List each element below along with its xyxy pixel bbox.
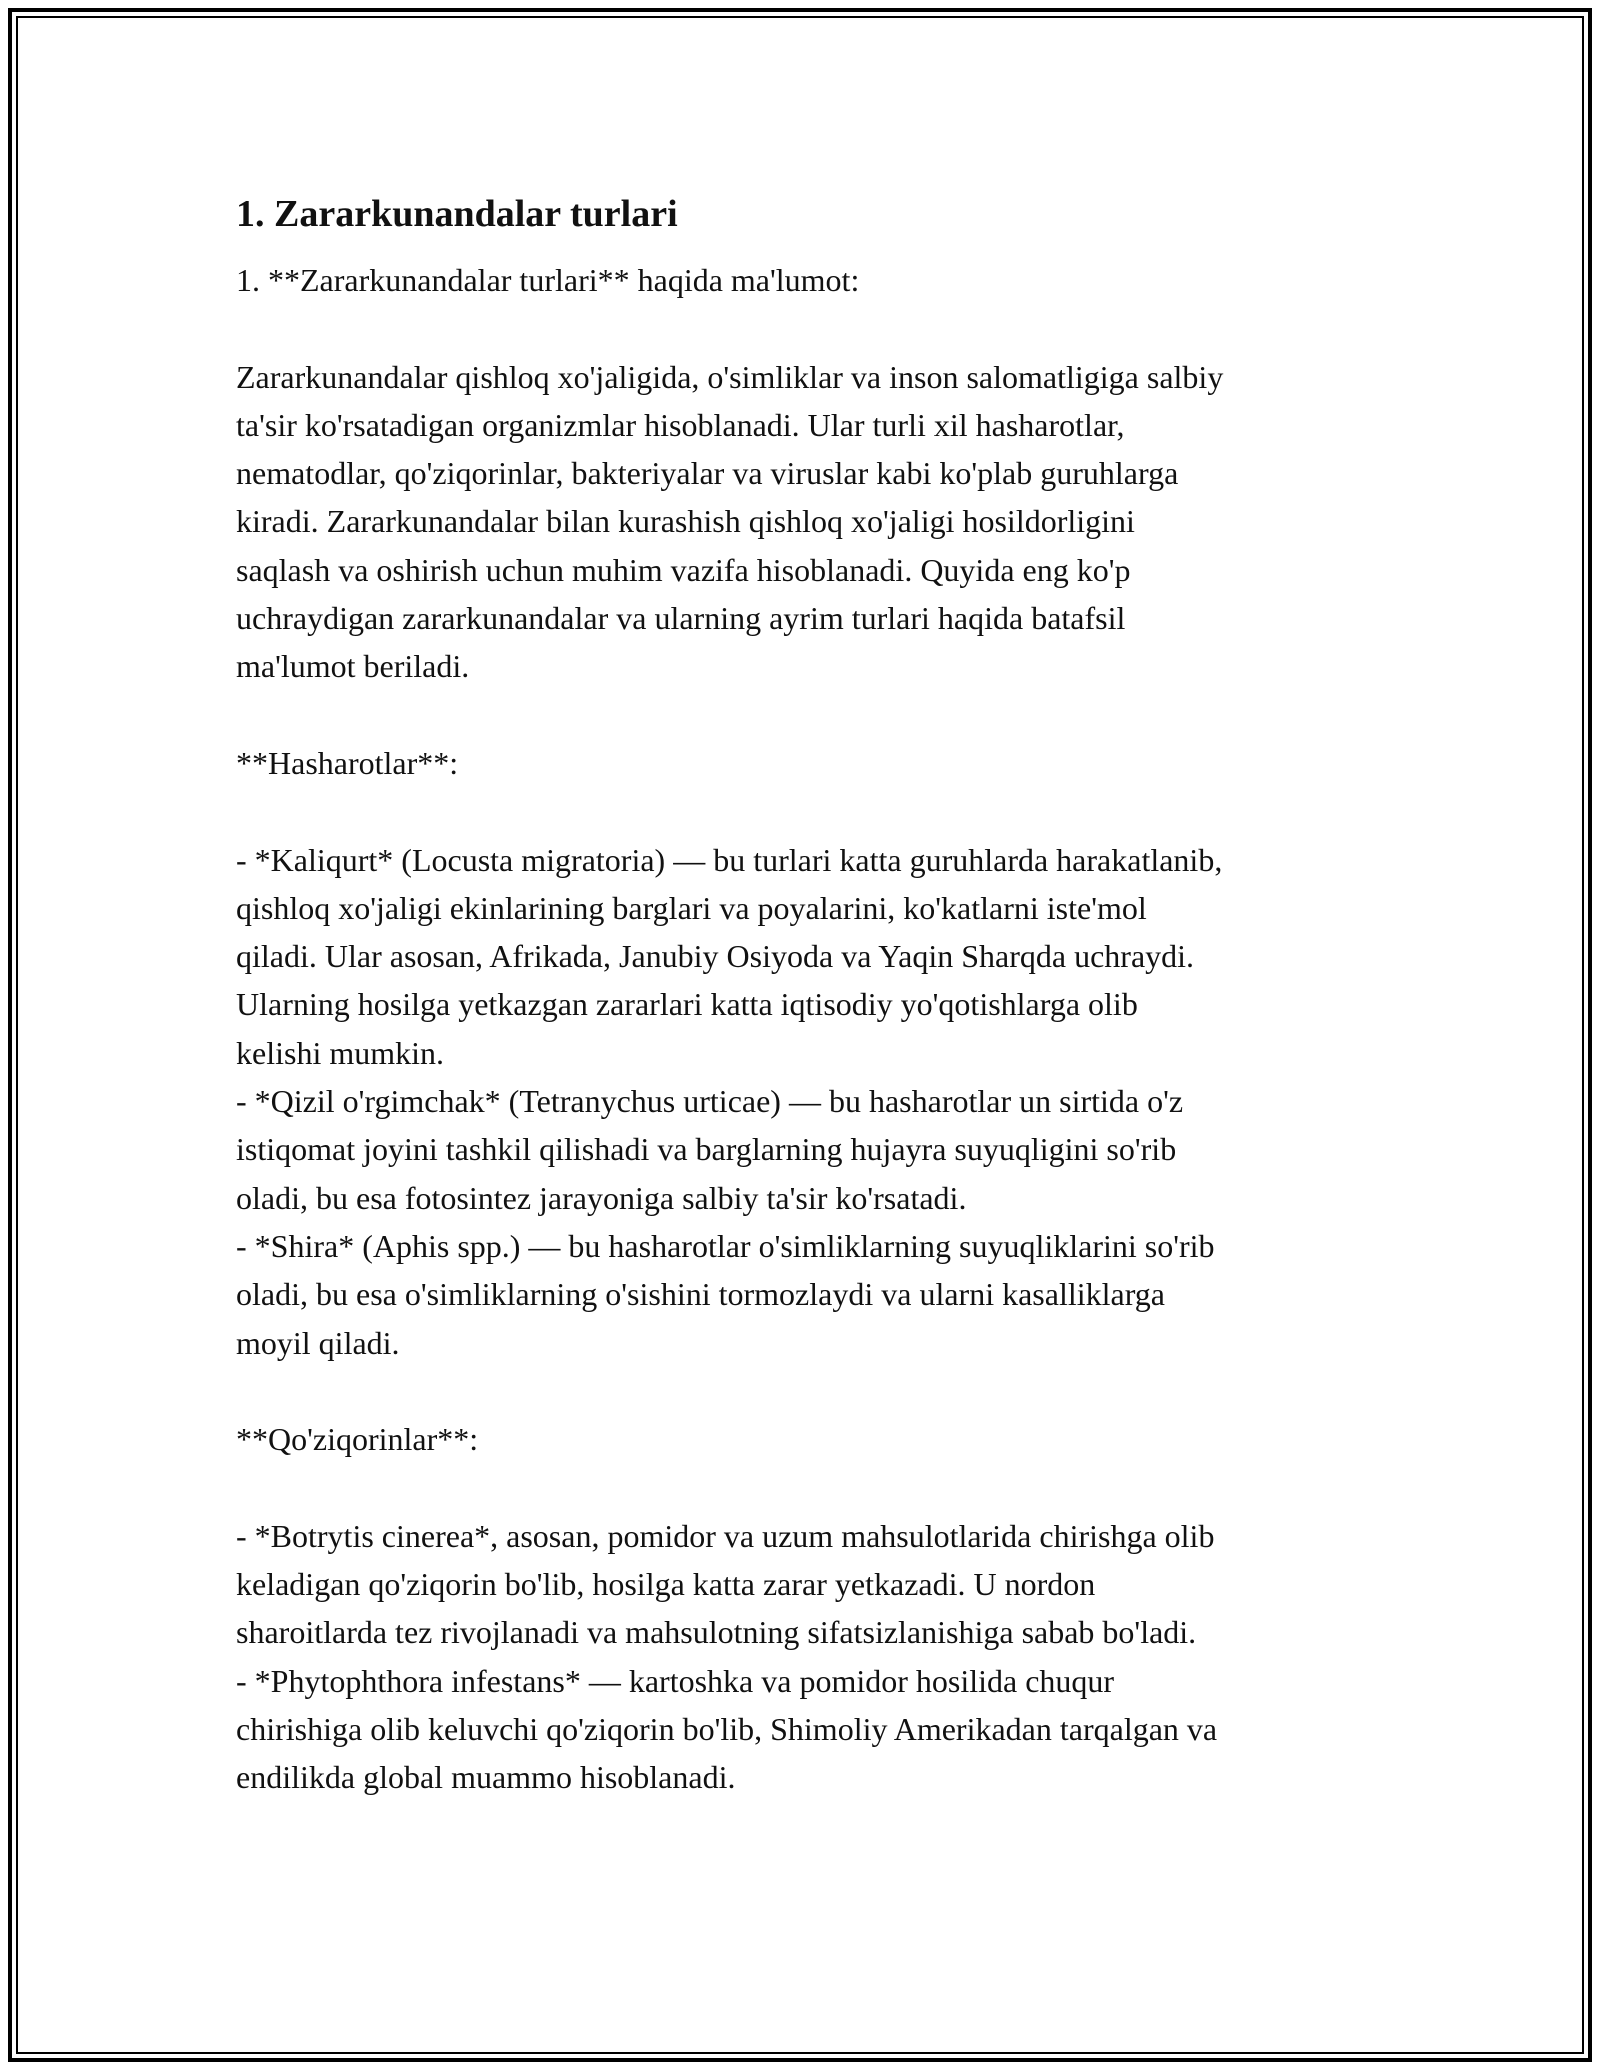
list-item-line: moyil qiladi.: [236, 1324, 400, 1361]
list-item-line: kelishi mumkin.: [236, 1034, 444, 1071]
list-item-line: endilikda global muammo hisoblanadi.: [236, 1759, 736, 1796]
page-title: 1. Zararkunandalar turlari: [236, 193, 678, 235]
intro-paragraph: [236, 353, 1376, 691]
list-item-line: - *Phytophthora infestans* — kartoshka va pomidor hosilida chuqur: [236, 1662, 1115, 1699]
fungi-list: [236, 1512, 1376, 1802]
list-item-line: oladi, bu esa o'simliklarning o'sishini tormozlaydi va ularni kasalliklarga: [236, 1276, 1165, 1313]
paragraph-line: nematodlar, qo'ziqorinlar, bakteriyalar va viruslar kabi ko'plab guruhlarga: [236, 455, 1179, 492]
list-item-line: keladigan qo'ziqorin bo'lib, hosilga katta zarar yetkazadi. U nordon: [236, 1566, 1096, 1603]
paragraph-line: kiradi. Zararkunandalar bilan kurashish qishloq xo'jaligi hosildorligini: [236, 503, 1135, 540]
paragraph-line: ta'sir ko'rsatadigan organizmlar hisoblanadi. Ular turli xil hasharotlar,: [236, 406, 1125, 443]
section-title-fungi: **Qo'ziqorinlar**:: [236, 1421, 479, 1458]
list-item-line: Ularning hosilga yetkazgan zararlari katta iqtisodiy yo'qotishlarga olib: [236, 986, 1138, 1023]
paragraph-line: uchraydigan zararkunandalar va ularning ayrim turlari haqida batafsil: [236, 600, 1126, 637]
paragraph-gap: [236, 1463, 1376, 1511]
paragraph-gap: [236, 1367, 1376, 1415]
section-title-insects: **Hasharotlar**:: [236, 744, 459, 781]
paragraph-gap: [236, 691, 1376, 739]
intro-line: 1. **Zararkunandalar turlari** haqida ma'lumot:: [236, 262, 860, 298]
list-item-line: istiqomat joyini tashkil qilishadi va barglarning hujayra suyuqligini so'rib: [236, 1131, 1177, 1168]
insects-list: [236, 836, 1376, 1367]
paragraph-line: ma'lumot beriladi.: [236, 648, 470, 685]
list-item-line: - *Qizil o'rgimchak* (Tetranychus urticae) — bu hasharotlar un sirtida o'z: [236, 1083, 1184, 1120]
paragraph-gap: [236, 304, 1376, 352]
list-item-line: - *Kaliqurt* (Locusta migratoria) — bu turlari katta guruhlarda harakatlanib,: [236, 841, 1223, 878]
paragraph-gap: [236, 787, 1376, 835]
list-item-line: sharoitlarda tez rivojlanadi va mahsulotning sifatsizlanishiga sabab bo'ladi.: [236, 1614, 1197, 1651]
list-item-line: oladi, bu esa fotosintez jarayoniga salbiy ta'sir ko'rsatadi.: [236, 1179, 967, 1216]
paragraph-line: Zararkunandalar qishloq xo'jaligida, o'simliklar va inson salomatligiga salbiy: [236, 358, 1224, 395]
list-item-line: qiladi. Ular asosan, Afrikada, Janubiy Osiyoda va Yaqin Sharqda uchraydi.: [236, 938, 1195, 975]
document-body: [236, 186, 1376, 1802]
list-item-line: chirishiga olib keluvchi qo'ziqorin bo'lib, Shimoliy Amerikadan tarqalgan va: [236, 1710, 1218, 1747]
list-item-line: - *Botrytis cinerea*, asosan, pomidor va uzum mahsulotlarida chirishga olib: [236, 1517, 1215, 1554]
list-item-line: qishloq xo'jaligi ekinlarining barglari va poyalarini, ko'katlarni iste'mol: [236, 889, 1147, 926]
list-item-line: - *Shira* (Aphis spp.) — bu hasharotlar o'simliklarning suyuqliklarini so'rib: [236, 1227, 1215, 1264]
paragraph-line: saqlash va oshirish uchun muhim vazifa hisoblanadi. Quyida eng ko'p: [236, 551, 1131, 588]
